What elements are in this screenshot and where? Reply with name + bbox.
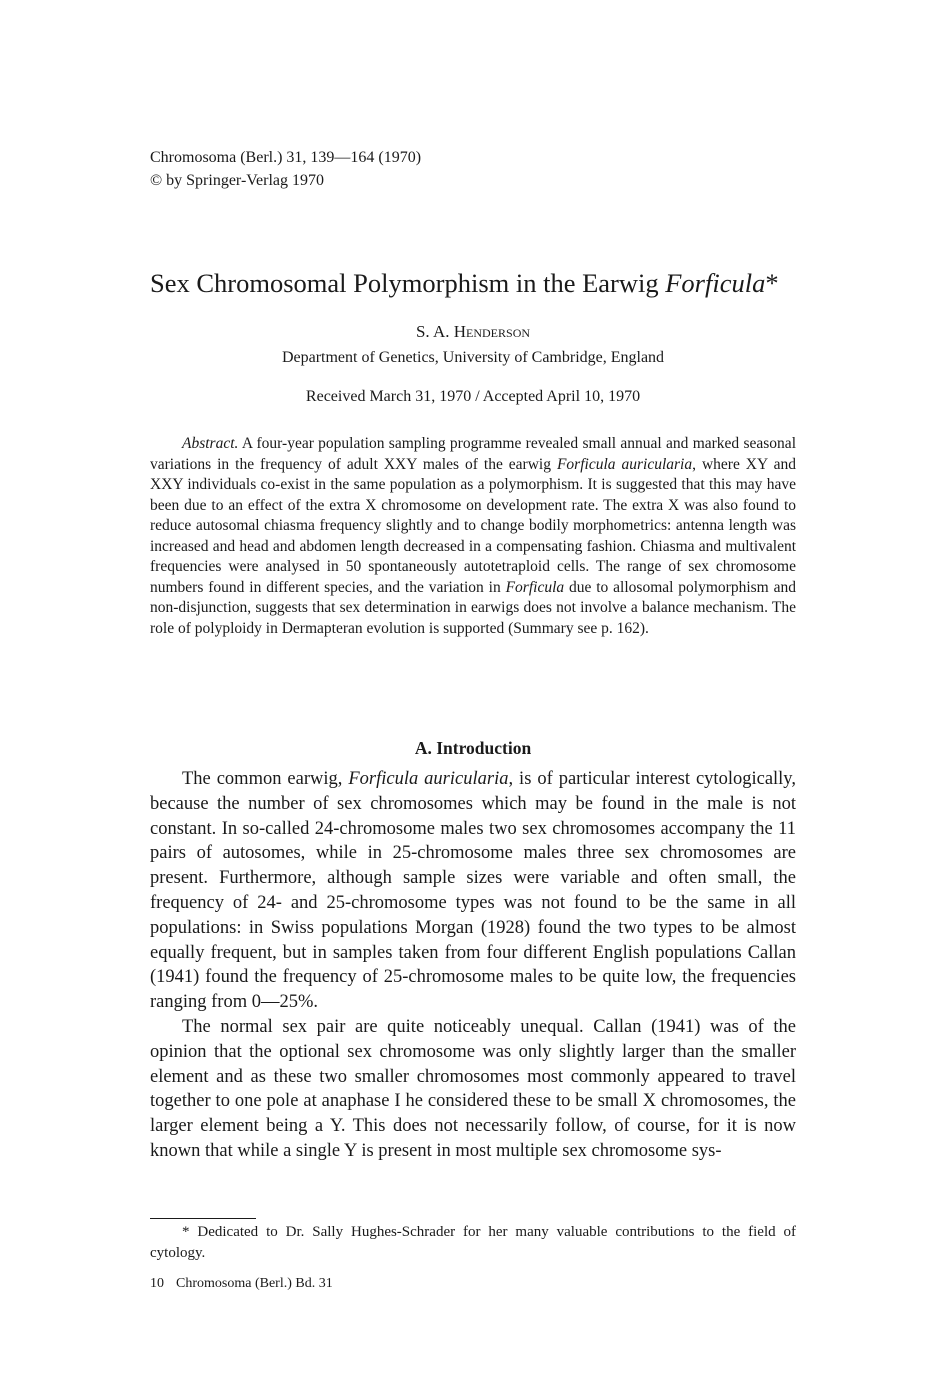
copyright-line: © by Springer-Verlag 1970 bbox=[150, 172, 325, 189]
journal-citation bbox=[150, 146, 421, 192]
journal-reference: Chromosoma (Berl.) 31, 139—164 (1970) bbox=[150, 149, 422, 166]
abstract bbox=[150, 434, 796, 639]
title-species: Forficula bbox=[665, 268, 766, 298]
footer-journal-ref: Chromosoma (Berl.) Bd. 31 bbox=[176, 1276, 333, 1291]
title-footnote-mark: * bbox=[765, 268, 779, 298]
footnote-divider bbox=[150, 1218, 256, 1219]
abstract-text-3: due to allosomal polymorphism and non-disjunction, suggests that sex determination in earwigs does not involve a balance mechanism. The role of polyploidy in Dermapteran evolution is supported (Summary see p. 162). bbox=[150, 578, 796, 637]
intro-p1-species: Forficula auricularia bbox=[348, 769, 509, 789]
page-footer bbox=[150, 1274, 333, 1294]
section-heading-introduction: A. Introduction bbox=[414, 738, 532, 758]
abstract-text-1: A four-year population sampling programme revealed small annual and marked seasonal variations in the frequency of adult XXY males of the earwig bbox=[150, 435, 796, 473]
author-affiliation: Department of Genetics, University of Cambridge, England bbox=[281, 349, 665, 366]
author-name: S. A. Henderson bbox=[415, 322, 531, 341]
abstract-species-2: Forficula bbox=[505, 578, 565, 596]
paper-title bbox=[150, 266, 810, 300]
footnote: * Dedicated to Dr. Sally Hughes-Schrader for her many valuable contributions to the field of cytology. bbox=[150, 1224, 796, 1261]
footer-sheet-number: 10 bbox=[150, 1276, 164, 1291]
intro-p1-rest: , is of particular interest cytologically, because the number of sex chromosomes which may be found in the male is not constant. In so-called 24-chromosome males two sex chromosomes accompany the 11 pairs of autosomes, while in 25-chromosome males three sex chromosomes are present. Furthermore, although sample sizes were variable and often small, the frequency of 24- and 25-chromosome types was not found to be the same in all populations: in Swiss populations Morgan (1928) found the two types to be almost equally frequent, but in samples taken from four different English populations Callan (1941) found the frequency of 25-chromosome males to be quite low, the frequencies ranging from 0—25%. bbox=[150, 769, 796, 1013]
abstract-text-2: , where XY and XXY individuals co-exist in the same population as a polymorphism. It is suggested that this may have been due to an effect of the extra X chromosome on development rate. The extra X was also found to reduce autosomal chiasma frequency slightly and to change bodily morphometrics: antenna length was increased and head and abdomen length decreased in a compensating fashion. Chiasma and multivalent frequencies were analysed in 50 spontaneously autotetraploid cells. The range of sex chromosome numbers found in different species, and the variation in bbox=[150, 455, 796, 596]
introduction-body bbox=[150, 767, 796, 1164]
received-dates: Received March 31, 1970 / Accepted April 10, 1970 bbox=[305, 388, 641, 405]
abstract-species-1: Forficula auricularia bbox=[556, 455, 693, 473]
intro-paragraph-1 bbox=[150, 767, 796, 1015]
intro-p1-start: The common earwig, bbox=[182, 769, 349, 789]
abstract-label: Abstract. bbox=[182, 435, 239, 452]
intro-paragraph-2: The normal sex pair are quite noticeably unequal. Callan (1941) was of the opinion that the optional sex chromosome was only slightly larger than the smaller element and as these two smaller chromosomes most commonly appeared to travel together to one pole at anaphase I he considered these to be small X chromosomes, the larger element being a Y. This does not necessarily follow, of course, for it is now known that while a single Y is present in most multiple sex chromosome sys- bbox=[150, 1016, 796, 1161]
title-main: Sex Chromosomal Polymorphism in the Earwig bbox=[150, 268, 666, 298]
